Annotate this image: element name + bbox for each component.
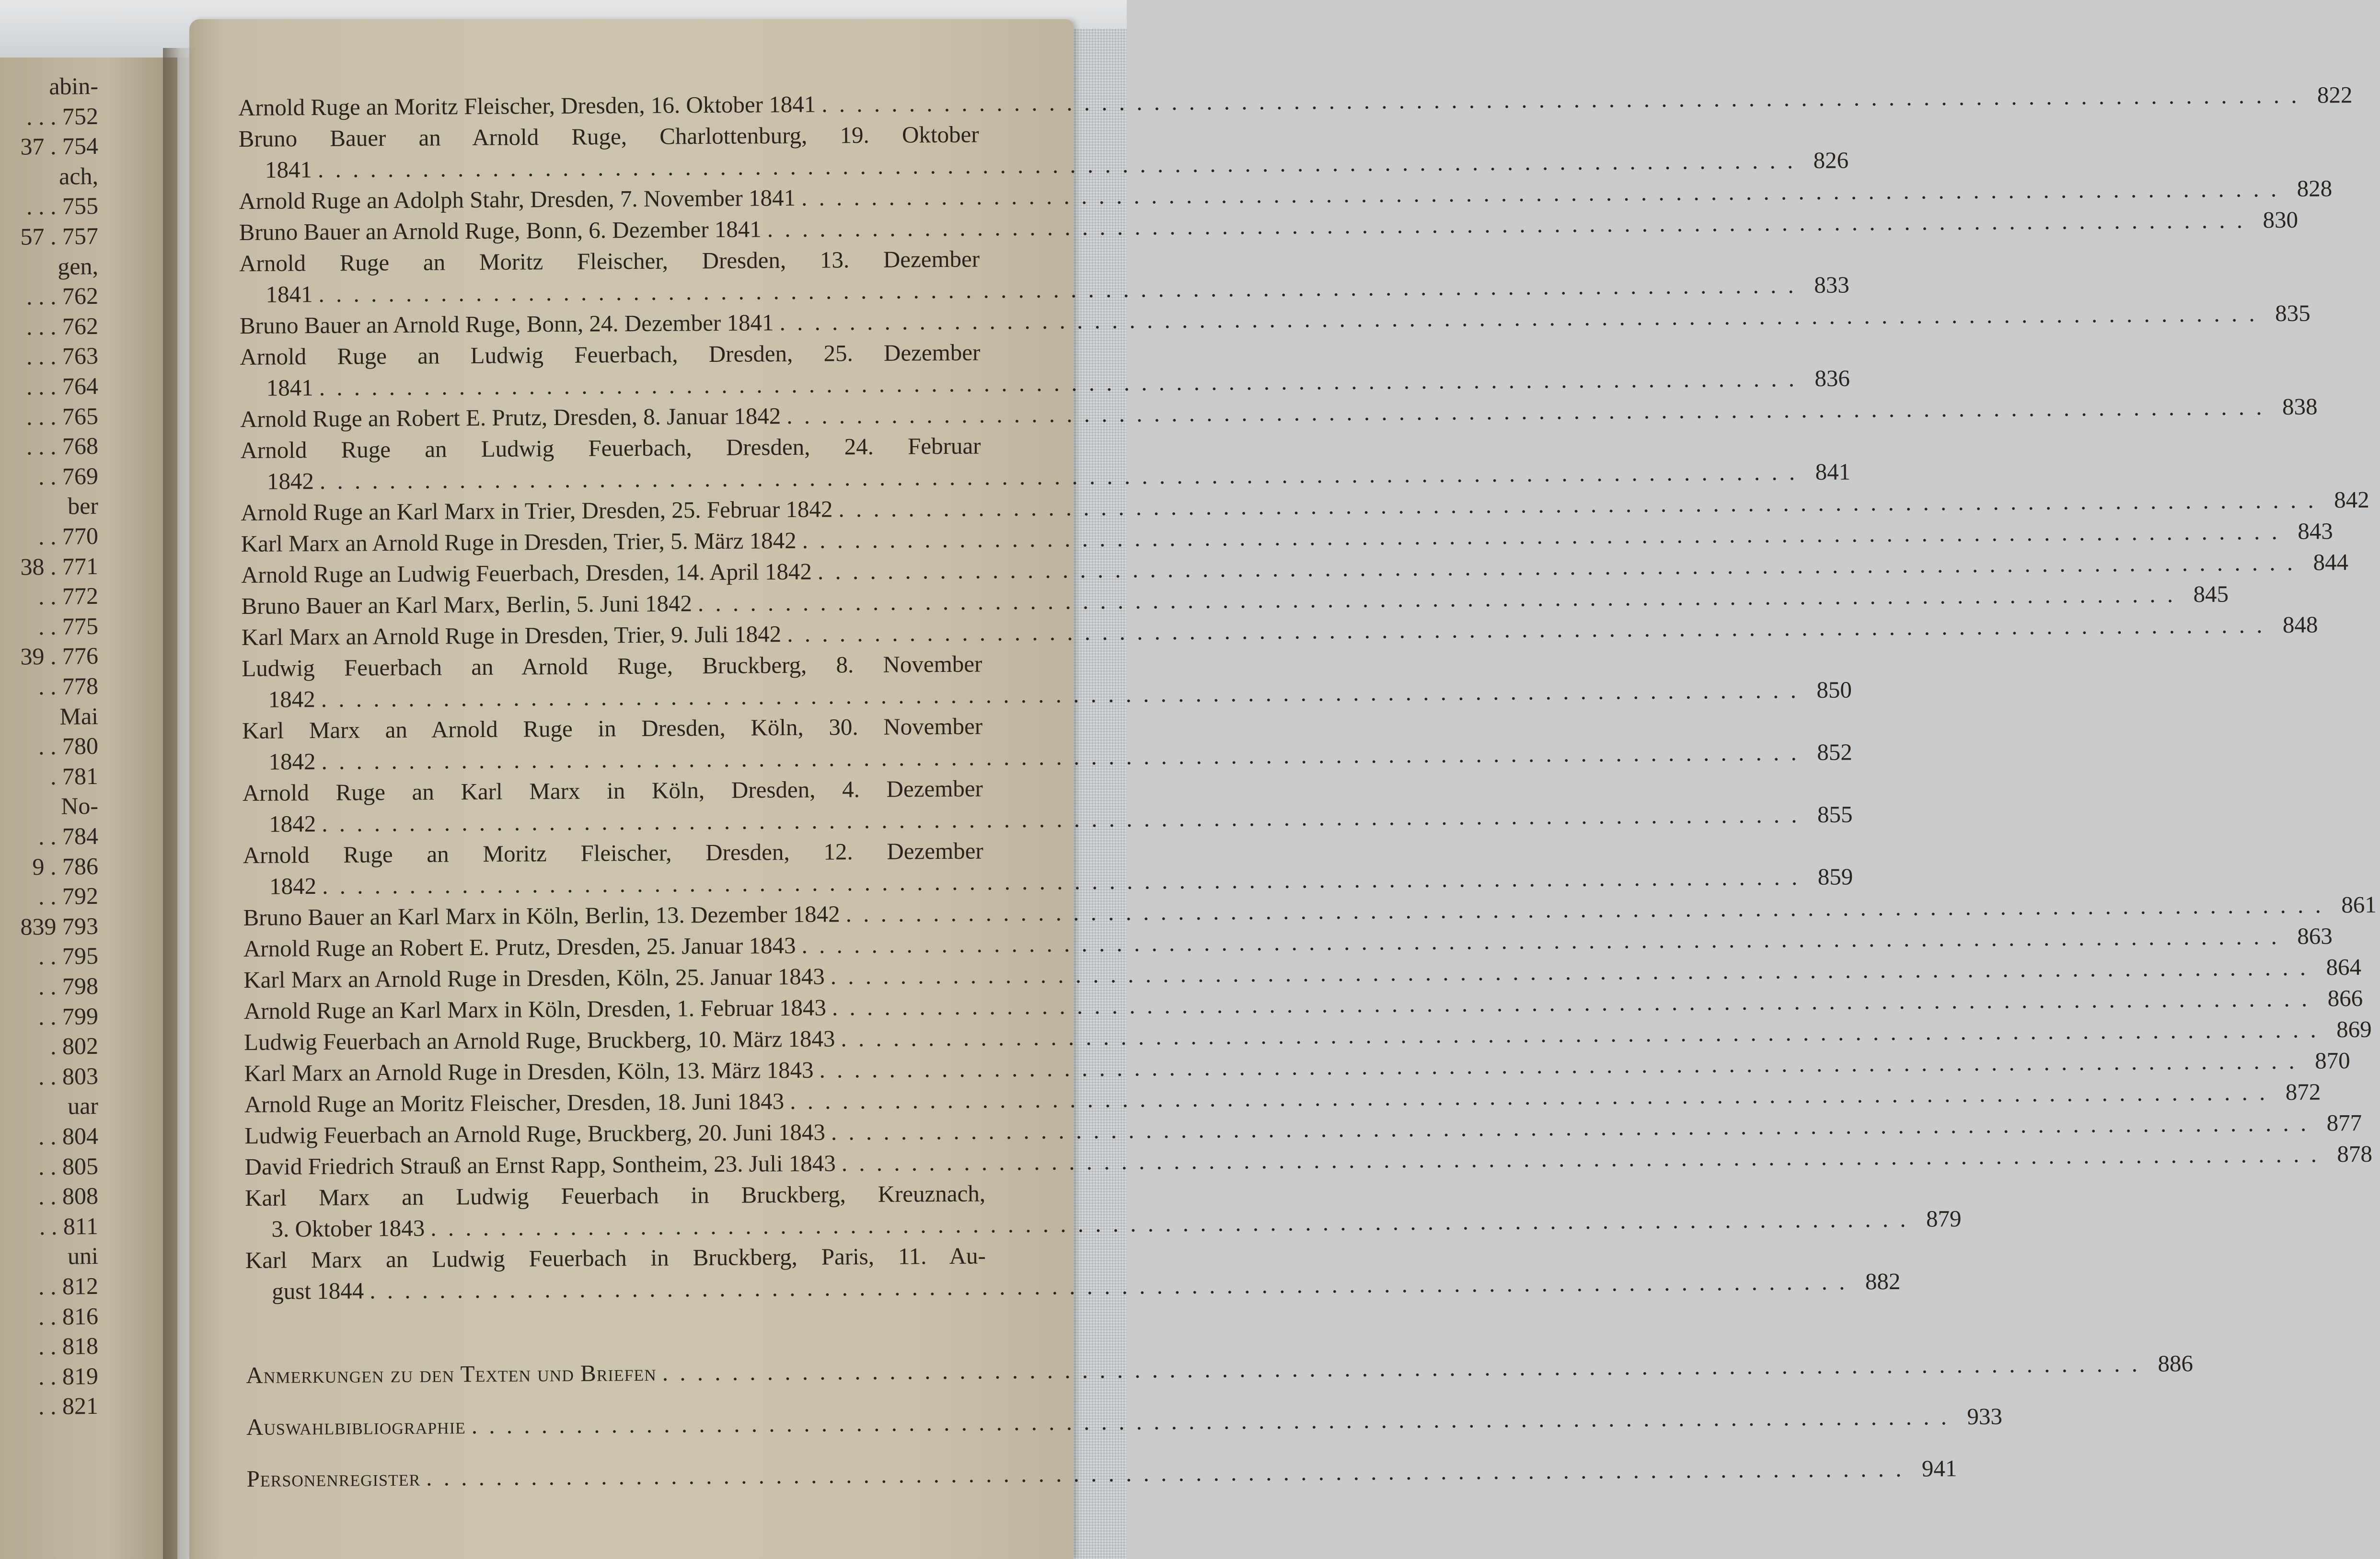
toc-entry (242, 773, 1853, 840)
toc-entry (238, 118, 1849, 185)
toc-entry-title-continued: 1842 (268, 748, 316, 775)
toc-entry-first-line (238, 118, 1036, 154)
page-number: 835 (2275, 300, 2311, 327)
toc-entry (240, 430, 1851, 497)
page-number: 843 (2298, 518, 2333, 544)
left-page-fragment: . . . 762 (26, 282, 99, 310)
page-number: 826 (1813, 147, 1849, 173)
toc-entry (239, 300, 2311, 341)
toc-entry (242, 648, 1852, 715)
page-number: 833 (1814, 271, 1849, 298)
toc-entry-title-continued: 1841 (266, 281, 313, 308)
left-page-fragment: ach, (58, 162, 99, 190)
toc-entry-second-line (245, 1268, 1901, 1307)
page-number: 864 (2326, 953, 2362, 981)
toc-entry-title: Arnold Ruge an Moritz Fleischer, Dresden, 13. Dezember (239, 245, 980, 277)
toc-entry-title-continued: 3. Oktober 1843 (271, 1214, 425, 1242)
left-page-fragment: 38 . 771 (20, 552, 99, 580)
toc-section-line (246, 1350, 2194, 1411)
left-page-fragment: . . 808 (38, 1182, 99, 1210)
toc-entry-title: Bruno Bauer an Arnold Ruge, Bonn, 24. Dezember 1841 (239, 309, 774, 339)
toc-entry-second-line (243, 863, 1853, 902)
toc-entry-line (243, 984, 2363, 1027)
toc-section (246, 1350, 2194, 1411)
page-number: 855 (1817, 801, 1853, 828)
section-title: Personenregister (246, 1464, 421, 1492)
toc-entry (241, 580, 2229, 622)
page-number: 842 (2334, 486, 2369, 513)
toc-entry-title: Bruno Bauer an Arnold Ruge, Charlottenburg, 19. Oktober (238, 121, 979, 152)
toc-entry (240, 393, 2318, 435)
toc-entry-title: David Friedrich Strauß an Ernst Rapp, Sontheim, 23. Juli 1843 (244, 1150, 836, 1180)
toc-entry-title: Karl Marx an Arnold Ruge in Dresden, Trier, 9. Juli 1842 (241, 621, 782, 650)
toc-entry-title: Arnold Ruge an Ludwig Feuerbach, Dresden, 24. Februar (240, 432, 981, 463)
left-page-fragment: . . 821 (38, 1392, 99, 1420)
toc-section (246, 1455, 1957, 1515)
left-page-fragment: 9 . 786 (32, 852, 99, 880)
page-number: 850 (1816, 676, 1852, 703)
left-page-fragment: . 781 (50, 762, 99, 790)
toc-entry-first-line (240, 336, 1038, 372)
toc-entry-second-line (241, 458, 1851, 497)
toc-entry-title-continued: gust 1844 (272, 1277, 364, 1305)
toc-entry-second-line (240, 365, 1850, 404)
page-number: 844 (2313, 549, 2349, 576)
toc-entry-title: Bruno Bauer an Karl Marx in Köln, Berlin, 13. Dezember 1842 (243, 901, 840, 931)
toc-entry (244, 1140, 2373, 1182)
left-page-fragment: . . . 752 (26, 102, 99, 130)
toc-entry (243, 1016, 2372, 1058)
toc-entry (244, 1078, 2321, 1120)
left-page-fragment: . . 803 (38, 1062, 99, 1090)
toc-entry-line (239, 175, 2333, 217)
left-page-fragment: . . 770 (38, 522, 99, 550)
left-page-fragment: 57 . 757 (20, 222, 99, 250)
toc-entry (242, 710, 1852, 777)
left-page-fragment: . . 769 (38, 462, 99, 490)
toc-entry (244, 1047, 2350, 1089)
left-page-fragment: ber (67, 492, 99, 520)
page-number: 861 (2341, 891, 2377, 918)
toc-entry-title: Karl Marx an Ludwig Feuerbach in Bruckberg, Paris, 11. Au- (245, 1242, 986, 1273)
left-page-fragment: . . 811 (39, 1212, 99, 1240)
toc-entry-first-line (243, 773, 1040, 808)
section-title: Anmerkungen zu den Texten und Briefen (246, 1359, 657, 1388)
page-number: 866 (2327, 984, 2363, 1012)
toc-entry-title: Arnold Ruge an Karl Marx in Köln, Dresden, 4. Dezember (242, 775, 983, 806)
toc-entry (238, 81, 2353, 123)
page-number: 933 (1967, 1403, 2003, 1430)
toc-entry (243, 923, 2333, 964)
left-page-fragment: . . 798 (38, 972, 99, 1000)
toc-entry-line (244, 1078, 2321, 1120)
toc-entry (241, 518, 2333, 559)
page-number: 830 (2263, 206, 2299, 233)
toc-entry-second-line (243, 801, 1853, 840)
toc-entry-line (243, 891, 2377, 933)
page-number: 941 (1921, 1455, 1957, 1482)
toc-entry-title: Arnold Ruge an Ludwig Feuerbach, Dresden, 25. Dezember (240, 339, 981, 370)
toc-entry-title-continued: 1841 (265, 156, 312, 183)
toc-entry-title: Karl Marx an Arnold Ruge in Dresden, Trier, 5. März 1842 (241, 527, 797, 557)
left-page-fragment: . . 778 (38, 672, 99, 700)
left-page-fragment: . . 784 (38, 822, 99, 850)
page-number: 822 (2317, 81, 2353, 108)
left-page-fragment: . . 792 (38, 882, 99, 910)
left-page-fragment: . . . 762 (26, 312, 99, 340)
toc-entry-line (241, 580, 2229, 622)
toc-entry-second-line (239, 271, 1849, 310)
table-of-contents (238, 81, 2377, 1515)
left-page-fragment: . . . 755 (26, 192, 99, 220)
toc-entry-title: Arnold Ruge an Robert E. Prutz, Dresden, 8. Januar 1842 (240, 403, 781, 432)
toc-entry (244, 1109, 2362, 1151)
left-page-fragment: . . 772 (38, 582, 99, 610)
toc-entry-first-line (242, 648, 1040, 684)
toc-entry-first-line (239, 243, 1037, 279)
left-page-fragment: No- (60, 792, 99, 820)
toc-entry-title-continued: 1842 (269, 873, 317, 900)
toc-entry-title: Karl Marx an Ludwig Feuerbach in Bruckberg, Kreuznach, (244, 1180, 986, 1211)
toc-entry (240, 336, 1850, 404)
toc-entry-line (239, 206, 2299, 248)
left-page-fragment: . . . 768 (26, 432, 99, 460)
page-number: 838 (2282, 393, 2318, 420)
toc-entry-title: Bruno Bauer an Arnold Ruge, Bonn, 6. Dezember 1841 (239, 216, 762, 245)
page-number: 877 (2326, 1109, 2362, 1136)
page-number: 845 (2193, 580, 2229, 608)
toc-entry-line (243, 923, 2333, 964)
page-number: 869 (2336, 1016, 2372, 1043)
toc-entry (239, 175, 2333, 217)
toc-entry-first-line (240, 430, 1038, 466)
toc-entry-title-continued: 1841 (266, 374, 313, 401)
toc-entry-title: Arnold Ruge an Adolph Stahr, Dresden, 7. November 1841 (239, 184, 796, 214)
toc-entry (244, 1178, 1962, 1245)
toc-entry (241, 549, 2349, 590)
section-title: Auswahlbibliographie (246, 1412, 466, 1440)
toc-entry-title-continued: 1842 (268, 686, 315, 713)
page-number: 878 (2337, 1140, 2373, 1167)
toc-entry-second-line (245, 1205, 1962, 1245)
left-page-fragment: . . 795 (38, 942, 99, 970)
toc-entry (241, 611, 2318, 653)
toc-entry-second-line (239, 147, 1849, 185)
toc-entry-line (243, 953, 2362, 995)
left-page-fragment: . . 799 (38, 1002, 99, 1030)
toc-entry-line (244, 1140, 2373, 1182)
left-page-fragment: 37 . 754 (20, 132, 99, 160)
toc-entry-title: Karl Marx an Arnold Ruge in Dresden, Köln, 30. November (242, 713, 983, 744)
toc-entry-second-line (242, 676, 1852, 715)
left-page-fragment: . . 805 (38, 1152, 99, 1180)
left-page (0, 58, 177, 1559)
toc-section-line (246, 1455, 1957, 1515)
toc-entry (243, 953, 2362, 995)
left-page-fragment: . . 780 (38, 732, 99, 760)
toc-section (246, 1403, 2003, 1463)
toc-entry-title: Ludwig Feuerbach an Arnold Ruge, Bruckberg, 20. Juni 1843 (244, 1119, 826, 1149)
left-page-fragment: . . 816 (38, 1302, 99, 1330)
toc-entry-title: Arnold Ruge an Moritz Fleischer, Dresden, 18. Juni 1843 (244, 1088, 785, 1118)
toc-entry-first-line (243, 835, 1041, 871)
left-page-fragment: . . . 764 (26, 372, 99, 400)
left-page-fragment: uar (67, 1092, 99, 1120)
left-page-fragment: abin- (48, 72, 99, 100)
toc-entry-first-line (245, 1178, 1043, 1213)
page-number: 848 (2282, 611, 2318, 638)
toc-entry-line (239, 300, 2311, 341)
toc-entry-title: Arnold Ruge an Moritz Fleischer, Dresden, 12. Dezember (243, 837, 983, 868)
page-number: 863 (2297, 923, 2333, 949)
left-page-fragment: uni (67, 1242, 99, 1270)
page-number: 828 (2297, 175, 2333, 202)
toc-entry-line (241, 549, 2349, 590)
toc-entry-title: Ludwig Feuerbach an Arnold Ruge, Bruckberg, 8. November (242, 650, 982, 681)
toc-entry-line (241, 611, 2318, 653)
left-page-fragment: gen, (58, 252, 99, 280)
left-page-fragment: . . . 765 (26, 402, 99, 430)
book-cover-cloth (1069, 29, 1127, 1559)
toc-entry-title: Karl Marx an Arnold Ruge in Dresden, Köln, 25. Januar 1843 (243, 963, 825, 993)
page-number: 886 (2158, 1350, 2194, 1377)
toc-entry-title: Arnold Ruge an Ludwig Feuerbach, Dresden, 14. April 1842 (241, 558, 812, 588)
toc-entry-title: Arnold Ruge an Karl Marx in Köln, Dresden, 1. Februar 1843 (243, 994, 827, 1024)
toc-entry-line (241, 518, 2333, 559)
toc-entry-title: Arnold Ruge an Moritz Fleischer, Dresden, 16. Oktober 1841 (238, 91, 816, 121)
left-page-fragment: . . 819 (38, 1362, 99, 1390)
section-spacer (245, 1302, 1044, 1360)
page-number: 872 (2285, 1078, 2321, 1105)
left-page-fragment: . . 804 (38, 1122, 99, 1150)
left-page-fragment: . . . 763 (26, 342, 99, 370)
toc-entry-title-continued: 1842 (269, 810, 316, 837)
toc-entry-title: Ludwig Feuerbach an Arnold Ruge, Bruckberg, 10. März 1843 (243, 1025, 835, 1055)
left-page-fragment: 39 . 776 (20, 642, 99, 670)
toc-entry-title-continued: 1842 (266, 468, 314, 495)
toc-entry-first-line (242, 710, 1040, 746)
page-number: 836 (1814, 365, 1850, 392)
left-page-fragment: Mai (59, 702, 99, 730)
toc-entry-title: Karl Marx an Arnold Ruge in Dresden, Köln, 13. März 1843 (244, 1056, 814, 1086)
toc-entry-title: Bruno Bauer an Karl Marx, Berlin, 5. Juni 1842 (241, 590, 693, 619)
toc-entry-line (243, 1016, 2372, 1058)
page-number: 852 (1817, 739, 1852, 765)
toc-entry (239, 206, 2299, 248)
toc-entry (243, 835, 1853, 902)
toc-entry-line (244, 1109, 2362, 1151)
page-number: 879 (1926, 1205, 1962, 1232)
toc-entry-second-line (242, 739, 1852, 777)
toc-entry-title: Arnold Ruge an Robert E. Prutz, Dresden, 25. Januar 1843 (243, 932, 796, 962)
toc-entry-line (240, 393, 2318, 435)
page-number: 882 (1865, 1268, 1901, 1295)
toc-entry (241, 486, 2369, 528)
toc-section-line (246, 1403, 2003, 1463)
page-number: 859 (1817, 863, 1853, 890)
toc-entry-line (238, 81, 2353, 123)
left-page-fragment: . . 812 (38, 1272, 99, 1300)
page-number: 870 (2315, 1047, 2350, 1074)
toc-entry (243, 891, 2377, 933)
left-page-fragment: . . 775 (38, 612, 99, 640)
toc-entry-line (241, 486, 2369, 528)
toc-entry-line (244, 1047, 2350, 1089)
toc-entry (243, 984, 2363, 1027)
toc-entry (239, 243, 1849, 310)
toc-entry-first-line (245, 1240, 1043, 1276)
toc-entry-title: Arnold Ruge an Karl Marx in Trier, Dresden, 25. Februar 1842 (241, 496, 833, 526)
toc-entry (245, 1240, 1901, 1307)
book-gutter (163, 48, 196, 1559)
left-page-fragment: . . 818 (38, 1332, 99, 1360)
page-number: 841 (1815, 458, 1851, 485)
left-page-fragment: . 802 (50, 1032, 99, 1060)
left-page-fragment: 839 793 (20, 912, 99, 940)
